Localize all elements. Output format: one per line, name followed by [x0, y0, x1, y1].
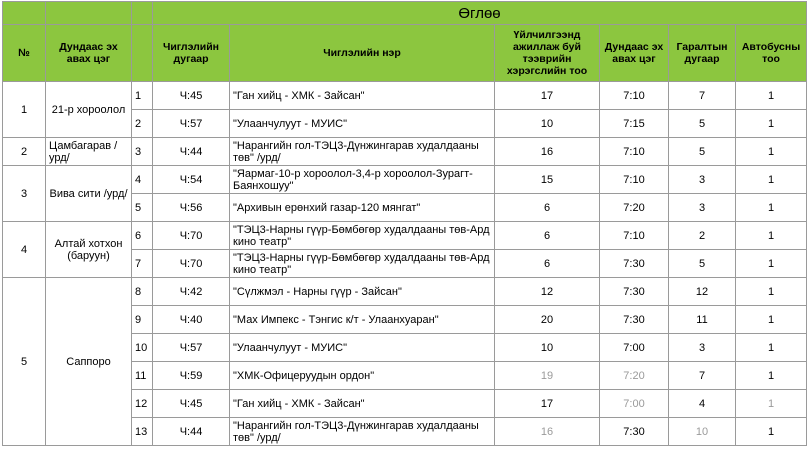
group-no: 1	[3, 82, 46, 138]
bus-count: 1	[736, 418, 807, 446]
route-code: Ч:45	[153, 390, 230, 418]
route-name: "Яармаг-10-р хороолол-3,4-р хороолол-Зурагт-Баянхошуу"	[230, 166, 495, 194]
group-start: Вива сити /урд/	[46, 166, 132, 222]
header-row	[3, 25, 807, 82]
exit-number: 12	[669, 278, 736, 306]
table-row	[3, 166, 807, 194]
route-name: "Мах Импекс - Тэнгис к/т - Улаанхуаран"	[230, 306, 495, 334]
route-name: "Архивын ерөнхий газар-120 мянгат"	[230, 194, 495, 222]
start-time: 7:15	[600, 110, 669, 138]
row-index: 10	[132, 334, 153, 362]
title-row	[3, 2, 807, 25]
exit-number: 5	[669, 250, 736, 278]
row-index: 4	[132, 166, 153, 194]
header-index	[132, 25, 153, 82]
bus-count: 1	[736, 82, 807, 110]
bus-count: 1	[736, 306, 807, 334]
header-no: №	[3, 25, 46, 82]
title-spacer	[132, 2, 153, 25]
vehicle-count: 10	[495, 334, 600, 362]
row-index: 7	[132, 250, 153, 278]
row-index: 6	[132, 222, 153, 250]
table-row	[3, 222, 807, 250]
exit-number: 3	[669, 194, 736, 222]
start-time: 7:20	[600, 362, 669, 390]
row-index: 8	[132, 278, 153, 306]
start-time: 7:10	[600, 166, 669, 194]
table-row	[3, 82, 807, 110]
title-spacer	[3, 2, 46, 25]
row-index: 12	[132, 390, 153, 418]
route-name: "Нарангийн гол-ТЭЦ3-Дүнжингарав худалдааны төв" /урд/	[230, 138, 495, 166]
start-time: 7:30	[600, 418, 669, 446]
vehicle-count: 12	[495, 278, 600, 306]
route-name: "Улаанчулуут - МУИС"	[230, 110, 495, 138]
vehicle-count: 15	[495, 166, 600, 194]
start-time: 7:10	[600, 222, 669, 250]
route-name: "Ган хийц - ХМК - Зайсан"	[230, 82, 495, 110]
bus-count: 1	[736, 362, 807, 390]
route-name: "ХМК-Офицеруудын ордон"	[230, 362, 495, 390]
route-name: "Сүлжмэл - Нарны гүүр - Зайсан"	[230, 278, 495, 306]
group-no: 5	[3, 278, 46, 446]
start-time: 7:10	[600, 138, 669, 166]
start-time: 7:00	[600, 390, 669, 418]
table-row	[3, 138, 807, 166]
row-index: 2	[132, 110, 153, 138]
header-route-name: Чиглэлийн нэр	[230, 25, 495, 82]
vehicle-count: 19	[495, 362, 600, 390]
bus-count: 1	[736, 390, 807, 418]
group-no: 3	[3, 166, 46, 222]
vehicle-count: 20	[495, 306, 600, 334]
bus-count: 1	[736, 250, 807, 278]
header-start-time: Дундаас эх авах цэг	[600, 25, 669, 82]
route-name: "ТЭЦ3-Нарны гүүр-Бөмбөгөр худалдааны төв-Ард кино театр"	[230, 250, 495, 278]
exit-number: 5	[669, 110, 736, 138]
start-time: 7:30	[600, 250, 669, 278]
vehicle-count: 6	[495, 194, 600, 222]
vehicle-count: 6	[495, 250, 600, 278]
group-start: 21-р хороолол	[46, 82, 132, 138]
bus-count: 1	[736, 166, 807, 194]
schedule-table	[2, 1, 807, 446]
route-name: "ТЭЦ3-Нарны гүүр-Бөмбөгөр худалдааны төв-Ард кино театр"	[230, 222, 495, 250]
row-index: 11	[132, 362, 153, 390]
table-title: Өглөө	[153, 2, 807, 25]
exit-number: 10	[669, 418, 736, 446]
start-time: 7:30	[600, 306, 669, 334]
row-index: 13	[132, 418, 153, 446]
route-code: Ч:40	[153, 306, 230, 334]
start-time: 7:10	[600, 82, 669, 110]
bus-count: 1	[736, 222, 807, 250]
group-no: 4	[3, 222, 46, 278]
route-code: Ч:44	[153, 418, 230, 446]
row-index: 5	[132, 194, 153, 222]
bus-count: 1	[736, 334, 807, 362]
start-time: 7:30	[600, 278, 669, 306]
exit-number: 4	[669, 390, 736, 418]
exit-number: 11	[669, 306, 736, 334]
vehicle-count: 17	[495, 390, 600, 418]
route-code: Ч:44	[153, 138, 230, 166]
route-code: Ч:57	[153, 334, 230, 362]
vehicle-count: 10	[495, 110, 600, 138]
route-code: Ч:70	[153, 222, 230, 250]
route-code: Ч:42	[153, 278, 230, 306]
start-time: 7:00	[600, 334, 669, 362]
start-time: 7:20	[600, 194, 669, 222]
exit-number: 2	[669, 222, 736, 250]
route-code: Ч:56	[153, 194, 230, 222]
bus-count: 1	[736, 138, 807, 166]
vehicle-count: 17	[495, 82, 600, 110]
group-start: Алтай хотхон (баруун)	[46, 222, 132, 278]
route-code: Ч:57	[153, 110, 230, 138]
row-index: 9	[132, 306, 153, 334]
bus-count: 1	[736, 194, 807, 222]
table-row	[3, 278, 807, 306]
exit-number: 7	[669, 82, 736, 110]
title-spacer	[46, 2, 132, 25]
group-start: Цамбагарав /урд/	[46, 138, 132, 166]
bus-count: 1	[736, 110, 807, 138]
route-name: "Ган хийц - ХМК - Зайсан"	[230, 390, 495, 418]
header-vehicles: Үйлчилгээнд ажиллаж буй тээврийн хэрэгслийн тоо	[495, 25, 600, 82]
header-exit-number: Гаралтын дугаар	[669, 25, 736, 82]
header-start-point: Дундаас эх авах цэг	[46, 25, 132, 82]
route-name: "Улаанчулуут - МУИС"	[230, 334, 495, 362]
exit-number: 3	[669, 334, 736, 362]
bus-count: 1	[736, 278, 807, 306]
header-route-number: Чиглэлийн дугаар	[153, 25, 230, 82]
route-code: Ч:45	[153, 82, 230, 110]
vehicle-count: 6	[495, 222, 600, 250]
exit-number: 7	[669, 362, 736, 390]
route-name: "Нарангийн гол-ТЭЦ3-Дүнжингарав худалдааны төв" /урд/	[230, 418, 495, 446]
exit-number: 5	[669, 138, 736, 166]
route-code: Ч:54	[153, 166, 230, 194]
route-code: Ч:70	[153, 250, 230, 278]
route-code: Ч:59	[153, 362, 230, 390]
vehicle-count: 16	[495, 418, 600, 446]
group-no: 2	[3, 138, 46, 166]
row-index: 3	[132, 138, 153, 166]
header-bus-count: Автобусны тоо	[736, 25, 807, 82]
group-start: Саппоро	[46, 278, 132, 446]
exit-number: 3	[669, 166, 736, 194]
row-index: 1	[132, 82, 153, 110]
vehicle-count: 16	[495, 138, 600, 166]
